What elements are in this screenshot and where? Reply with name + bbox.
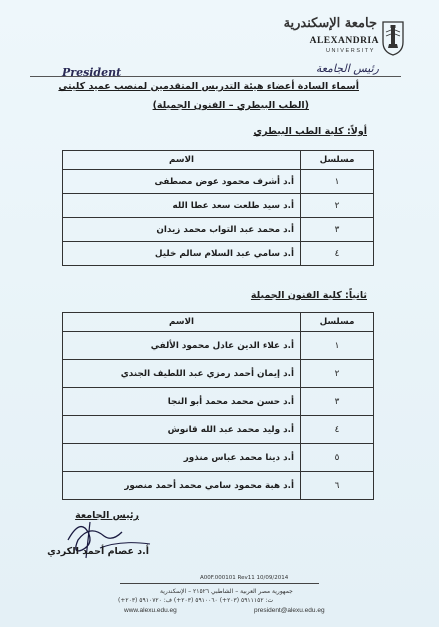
footer-email-link[interactable]: president@alexu.edu.eg: [254, 607, 325, 614]
column-header-name: الاسم: [63, 313, 301, 332]
serial-cell: ٣: [301, 388, 374, 416]
table-row: [63, 218, 374, 242]
name-cell: أ.د وليد محمد عبد الله قانوش: [63, 416, 301, 444]
table-row: [63, 444, 374, 472]
serial-cell: ٤: [301, 242, 374, 266]
document-title: أسماء السادة أعضاء هيئة التدريس المتقدمين لمنصب عميد كليتي: [58, 81, 359, 92]
column-header-serial: مسلسل: [301, 313, 374, 332]
table-row: [63, 416, 374, 444]
footer-phones: ت: ٥٩١١١٥٢ (٢٠٣+) ٥٩١٠٠٦٠ (٢٠٣+) ف: ٥٩١٠٧٢٠ (٢٠٣+): [118, 597, 274, 604]
table-row: [63, 360, 374, 388]
document-subtitle: (الطب البيطري – الفنون الجميلة): [152, 100, 309, 111]
name-cell: أ.د أشرف محمود عوض مصطفى: [63, 170, 301, 194]
column-header-serial: مسلسل: [301, 151, 374, 170]
section-heading-fine-arts: ثانياً: كلية الفنون الجميلة: [250, 290, 367, 301]
column-header-name: الاسم: [63, 151, 301, 170]
serial-cell: ٥: [301, 444, 374, 472]
table-row: [63, 472, 374, 500]
logo-english-text: ALEXANDRIA: [309, 36, 379, 46]
section-heading-vet-medicine: أولاً: كلية الطب البيطري: [253, 126, 367, 137]
vet-medicine-table: [62, 150, 374, 266]
table-row: [63, 242, 374, 266]
name-cell: أ.د إيمان أحمد رمزي عبد اللطيف الجندي: [63, 360, 301, 388]
footer-divider: [120, 583, 319, 584]
serial-cell: ٣: [301, 218, 374, 242]
table-row: [63, 170, 374, 194]
name-cell: أ.د علاء الدين عادل محمود الألفي: [63, 332, 301, 360]
footer-address: جمهورية مصر العربية – الشاطبي ٢١٥٢٦ – الإسكندرية: [160, 588, 293, 595]
header-divider: [30, 76, 401, 77]
document-code: A00F.000101 Rev11 10/09/2014: [200, 575, 289, 581]
name-cell: أ.د حسن محمد محمد أبو النجا: [63, 388, 301, 416]
table-row: [63, 332, 374, 360]
serial-cell: ١: [301, 170, 374, 194]
lighthouse-emblem-icon: [381, 20, 405, 56]
logo-sub-text: UNIVERSITY: [325, 48, 375, 54]
university-logo: [283, 14, 405, 66]
president-handwriting: President: [62, 66, 122, 79]
table-header-row: [63, 313, 374, 332]
serial-cell: ٢: [301, 360, 374, 388]
serial-cell: ٦: [301, 472, 374, 500]
logo-arabic-text: جامعة الإسكندرية: [283, 16, 377, 31]
president-arabic-handwriting: رئيس الجامعة: [315, 62, 379, 75]
table-row: [63, 388, 374, 416]
fine-arts-table: [62, 312, 374, 500]
name-cell: أ.د سامي عبد السلام سالم خليل: [63, 242, 301, 266]
table-header-row: [63, 151, 374, 170]
footer-website-link[interactable]: www.alexu.edu.eg: [124, 607, 177, 614]
serial-cell: ٢: [301, 194, 374, 218]
name-cell: أ.د محمد عبد التواب محمد زيدان: [63, 218, 301, 242]
signatory-name: أ.د عصام أحمد الكردي: [47, 546, 149, 557]
serial-cell: ٤: [301, 416, 374, 444]
name-cell: أ.د هبة محمود سامي محمد أحمد منصور: [63, 472, 301, 500]
name-cell: أ.د سيد طلعت سعد عطا الله: [63, 194, 301, 218]
table-row: [63, 194, 374, 218]
signature-title: رئيس الجامعة: [75, 510, 139, 521]
serial-cell: ١: [301, 332, 374, 360]
name-cell: أ.د دينا محمد عباس منذور: [63, 444, 301, 472]
